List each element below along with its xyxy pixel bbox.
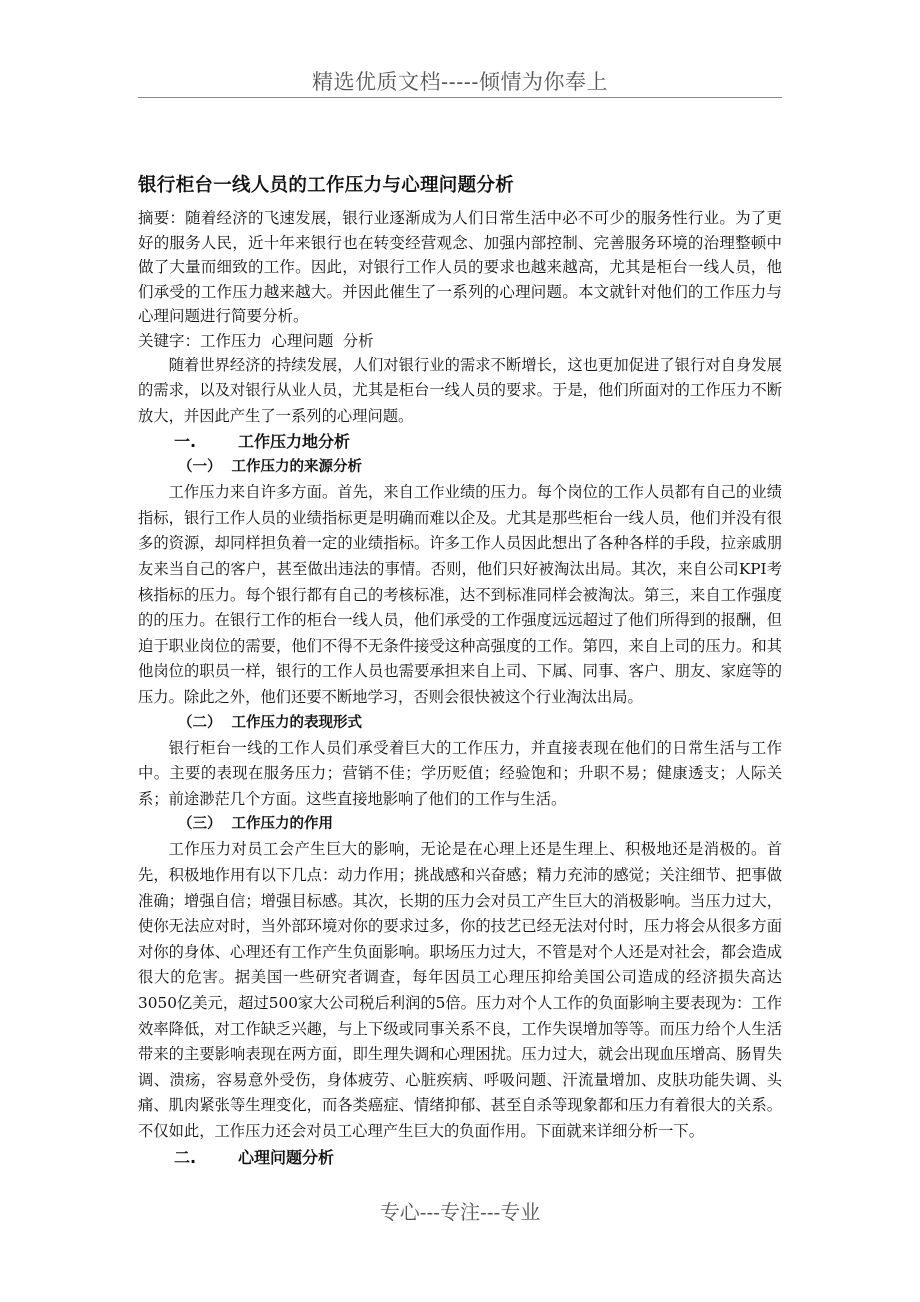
section-heading-2 [138, 1145, 782, 1171]
subsection-number: （三） [178, 816, 222, 833]
abstract: 摘要：随着经济的飞速发展，银行业逐渐成为人们日常生活中必不可少的服务性行业。为了更好的服务人民，近十年来银行也在转变经营观念、加强内部控制、完善服务环境的治理整顿中做了大量而细致的工作。因此，对银行工作人员的要求也越来越高，尤其是柜台一线人员，他们承受的工作压力越来越大。并因此催生了一系列的心理问题。本文就针对他们的工作压力与心理问题进行简要分析。 [138, 209, 782, 325]
subsection-title: 工作压力的来源分析 [231, 459, 362, 476]
keywords: 关键字：工作压力 心理问题 分析 [138, 331, 374, 350]
header-divider [138, 97, 782, 98]
section-heading-1 [138, 429, 782, 455]
subsection-heading-3 [138, 812, 782, 837]
subsection-number: （一） [178, 459, 222, 476]
section-title: 心理问题分析 [238, 1147, 335, 1167]
paragraph-pressure-forms: 银行柜台一线的工作人员们承受着巨大的工作压力，并直接表现在他们的日常生活与工作中。主要的表现在服务压力；营销不佳；学历贬值；经验饱和；升职不易；健康透支；人际关系；前途渺茫几个方面。这些直接地影响了他们的工作与生活。 [138, 738, 782, 808]
page-footer: 专心---专注---专业 [379, 1200, 541, 1224]
section-title: 工作压力地分析 [238, 432, 351, 452]
paragraph-pressure-sources: 工作压力来自许多方面。首先，来自工作业绩的压力。每个岗位的工作人员都有自己的业绩指标，银行工作人员的业绩指标更是明确而难以企及。尤其是那些柜台一线人员，他们并没有很多的资源，却同样担负着一定的业绩指标。许多工作人员因此想出了各种各样的手段，拉亲戚朋友来当自己的客户，甚至做出违法的事情。否则，他们只好被淘汰出局。其次，来自公司KPI考核指标的压力。每个银行都有自己的考核标准，达不到标准同样会被淘汰。第三，来自工作强度的的压力。在银行工作的柜台一线人员，他们承受的工作强度远远超过了他们所得到的报酬，但迫于职业岗位的需要，他们不得不无条件接受这种高强度的工作。第四，来自上司的压力。和其他岗位的职员一样，银行的工作人员也需要承担来自上司、下属、同事、客户、朋友、家庭等的压力。除此之外，他们还要不断地学习，否则会很快被这个行业淘汰出局。 [138, 483, 782, 707]
document-body [138, 170, 782, 1171]
section-number: 一. [174, 432, 197, 452]
paragraph-pressure-effects: 工作压力对员工会产生巨大的影响，无论是在心理上还是生理上、积极地还是消极的。首先，积极地作用有以下几点：动力作用；挑战感和兴奋感；精力充沛的感觉；关注细节、把事做准确；增强自信；增强目标感。其次，长期的压力会对员工产生巨大的消极影响。当压力过大，使你无法应对时，当外部环境对你的要求过多，你的技艺已经无法对付时，压力将会从很多方面对你的身体、心理还有工作产生负面影响。职场压力过大，不管是对个人还是对社会，都会造成很大的危害。据美国一些研究者调查，每年因员工心理压抑给美国公司造成的经济损失高达3050亿美元，超过500家大公司税后利润的5倍。压力对个人工作的负面影响主要表现为：工作效率降低，对工作缺乏兴趣，与上下级或同事关系不良，工作失误增加等等。而压力给个人生活带来的主要影响表现在两方面，即生理失调和心理困扰。压力过大，就会出现血压增高、肠胃失调、溃疡，容易意外受伤，身体疲劳、心脏疾病、呼吸问题、汗流量增加、皮肤功能失调、头痛、肌肉紧张等生理变化，而各类癌症、情绪抑郁、甚至自杀等现象都和压力有着很大的关系。不仅如此，工作压力还会对员工心理产生巨大的负面作用。下面就来详细分析一下。 [138, 840, 782, 1140]
document-title: 银行柜台一线人员的工作压力与心理问题分析 [138, 175, 515, 196]
intro-paragraph: 随着世界经济的持续发展，人们对银行业的需求不断增长，这也更加促进了银行对自身发展的需求，以及对银行从业人员，尤其是柜台一线人员的要求。于是，他们所面对的工作压力不断放大，并因此产生了一系列的心理问题。 [138, 355, 782, 425]
subsection-number: （二） [178, 714, 222, 731]
subsection-title: 工作压力的作用 [231, 816, 333, 833]
subsection-heading-2 [138, 711, 782, 736]
section-number: 二. [174, 1147, 197, 1167]
subsection-title: 工作压力的表现形式 [231, 714, 362, 731]
subsection-heading-1 [138, 455, 782, 480]
page-header: 精选优质文档-----倾情为你奉上 [312, 70, 608, 94]
